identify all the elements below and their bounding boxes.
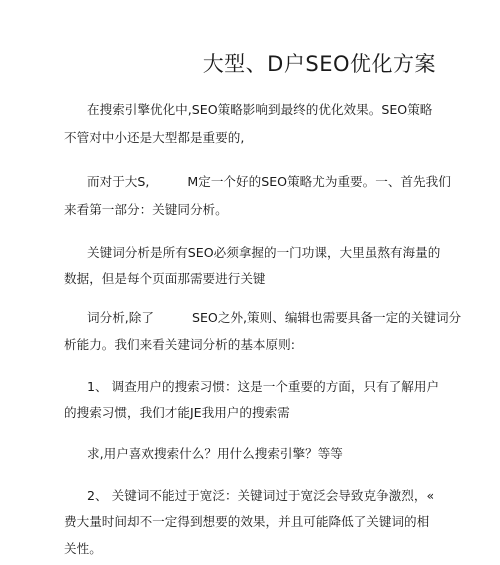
text-line: 费大量时间却不一定得到想要的效果，并且可能降低了关键词的相 [64, 514, 430, 529]
text-line [87, 173, 451, 191]
text-line: 在搜索引擎优化中,SEO策略影响到最终的优化效果。SEO策略 [87, 102, 433, 117]
text-line [87, 309, 461, 327]
document-title: 大型、D户SEO优化方案 [202, 52, 436, 76]
text-line: 来看第一部分：关键同分析。 [64, 202, 228, 217]
text-segment: M定一个好的SEO策略尤为重要。一、首先我们 [187, 174, 451, 189]
text-segment: 而对于大S, [87, 174, 150, 189]
text-line: 1、 调查用户的搜索习惯：这是一个重要的方面，只有了解用户 [87, 379, 440, 394]
text-line: 2、 关键词不能过于宽泛：关键词过于宽泛会导致克争激烈，« [87, 488, 435, 503]
text-segment: SEO之外,策则、编辑也需要具备一定的关键词分 [191, 310, 462, 325]
text-line: 关键词分析是所有SEO必须拿握的一门功课，大里虽熬有海量的 [87, 245, 441, 260]
text-line: 关性。 [64, 541, 102, 556]
text-line: 析能力。我们来看关建词分析的基本原则: [64, 337, 295, 352]
text-line: 数据，但是每个页面那需要进行关键 [64, 271, 266, 286]
text-line: 不管对中小还是大型都是重要的, [64, 130, 245, 145]
text-line: 的搜索习惯，我们才能JE我用户的搜索需 [64, 405, 290, 420]
text-segment: 词分析,除了 [87, 310, 154, 325]
text-line: 求,用户喜欢搜索什么？用什么搜索引擎？等等 [87, 446, 343, 461]
